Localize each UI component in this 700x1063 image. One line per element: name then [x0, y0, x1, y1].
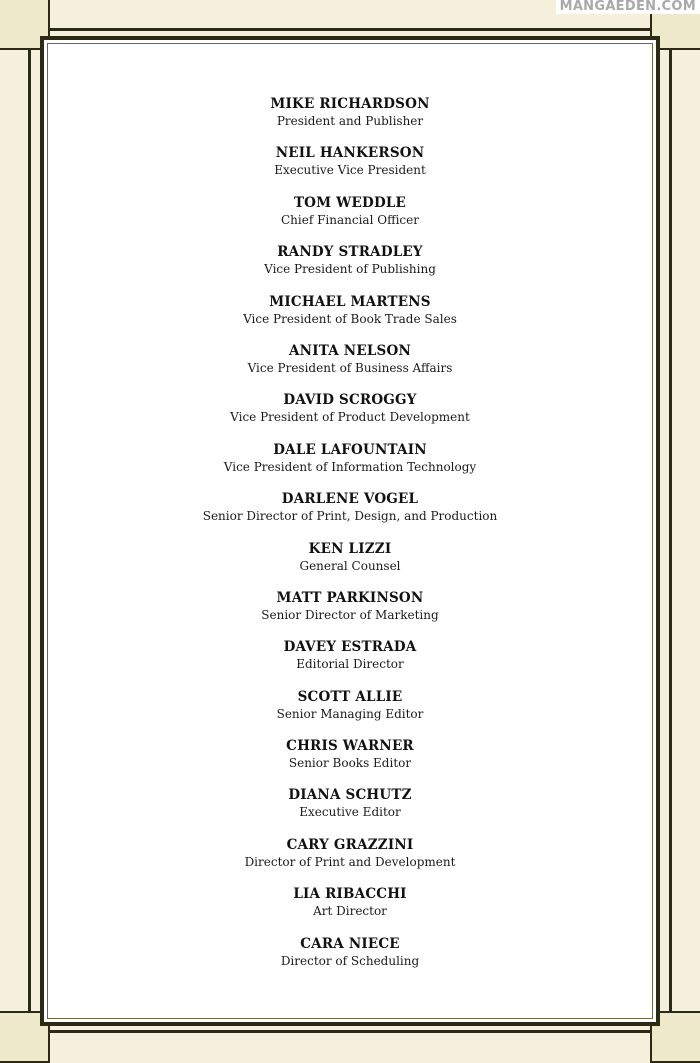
staff-entry	[40, 886, 660, 935]
staff-entry	[40, 145, 660, 194]
staff-name: DIANA SCHUTZ	[288, 787, 412, 804]
staff-name: CHRIS WARNER	[286, 738, 414, 755]
staff-entry	[40, 541, 660, 590]
staff-title: Executive Vice President	[274, 163, 426, 178]
staff-entry	[40, 442, 660, 491]
staff-title: Executive Editor	[299, 805, 401, 820]
staff-title: Senior Director of Marketing	[261, 607, 439, 622]
staff-name: DALE LAFOUNTAIN	[273, 441, 427, 458]
staff-title: Art Director	[313, 904, 387, 919]
staff-name: CARY GRAZZINI	[286, 836, 414, 853]
staff-title: Director of Print and Development	[244, 854, 456, 869]
staff-entry	[40, 294, 660, 343]
frame-right-line	[669, 0, 672, 1061]
staff-entry	[40, 689, 660, 738]
staff-entry	[40, 639, 660, 688]
staff-entry	[40, 392, 660, 441]
staff-list	[40, 96, 660, 985]
staff-name: DAVEY ESTRADA	[283, 639, 417, 656]
staff-title: Senior Books Editor	[288, 756, 412, 771]
frame-top-line	[0, 28, 700, 31]
staff-name: DARLENE VOGEL	[281, 491, 419, 508]
staff-entry	[40, 244, 660, 293]
staff-title: Chief Financial Officer	[280, 212, 419, 227]
staff-entry	[40, 96, 660, 145]
staff-name: KEN LIZZI	[308, 540, 392, 557]
staff-title: Vice President of Information Technology	[223, 459, 477, 474]
staff-title: Editorial Director	[296, 657, 404, 672]
staff-entry	[40, 590, 660, 639]
staff-name: ANITA NELSON	[289, 342, 411, 359]
staff-title: Vice President of Publishing	[264, 262, 436, 277]
staff-title: President and Publisher	[276, 114, 424, 128]
staff-name: LIA RIBACCHI	[293, 886, 407, 903]
staff-entry	[40, 195, 660, 244]
staff-name: MATT PARKINSON	[276, 589, 424, 606]
watermark: MANGAEDEN.COM	[556, 0, 700, 14]
staff-entry	[40, 936, 660, 985]
staff-title: Director of Scheduling	[280, 953, 420, 968]
staff-entry	[40, 738, 660, 787]
staff-name: CARA NIECE	[300, 935, 400, 952]
staff-title: Senior Director of Print, Design, and Production	[202, 509, 498, 524]
frame-left-line	[28, 0, 31, 1061]
staff-title: Vice President of Book Trade Sales	[243, 311, 457, 326]
staff-name: DAVID SCROGGY	[283, 392, 417, 409]
staff-name: NEIL HANKERSON	[275, 145, 425, 162]
staff-name: SCOTT ALLIE	[297, 688, 403, 705]
staff-entry	[40, 837, 660, 886]
staff-title: Vice President of Product Development	[230, 410, 470, 425]
staff-name: MICHAEL MARTENS	[269, 293, 431, 310]
staff-title: General Counsel	[299, 558, 401, 573]
staff-title: Vice President of Business Affairs	[247, 360, 453, 375]
staff-title: Senior Managing Editor	[276, 706, 424, 721]
staff-name: MIKE RICHARDSON	[270, 96, 430, 112]
staff-name: TOM WEDDLE	[293, 194, 407, 211]
frame-bottom-line	[0, 1030, 700, 1033]
staff-entry	[40, 491, 660, 540]
staff-name: RANDY STRADLEY	[277, 244, 423, 261]
staff-entry	[40, 787, 660, 836]
staff-entry	[40, 343, 660, 392]
